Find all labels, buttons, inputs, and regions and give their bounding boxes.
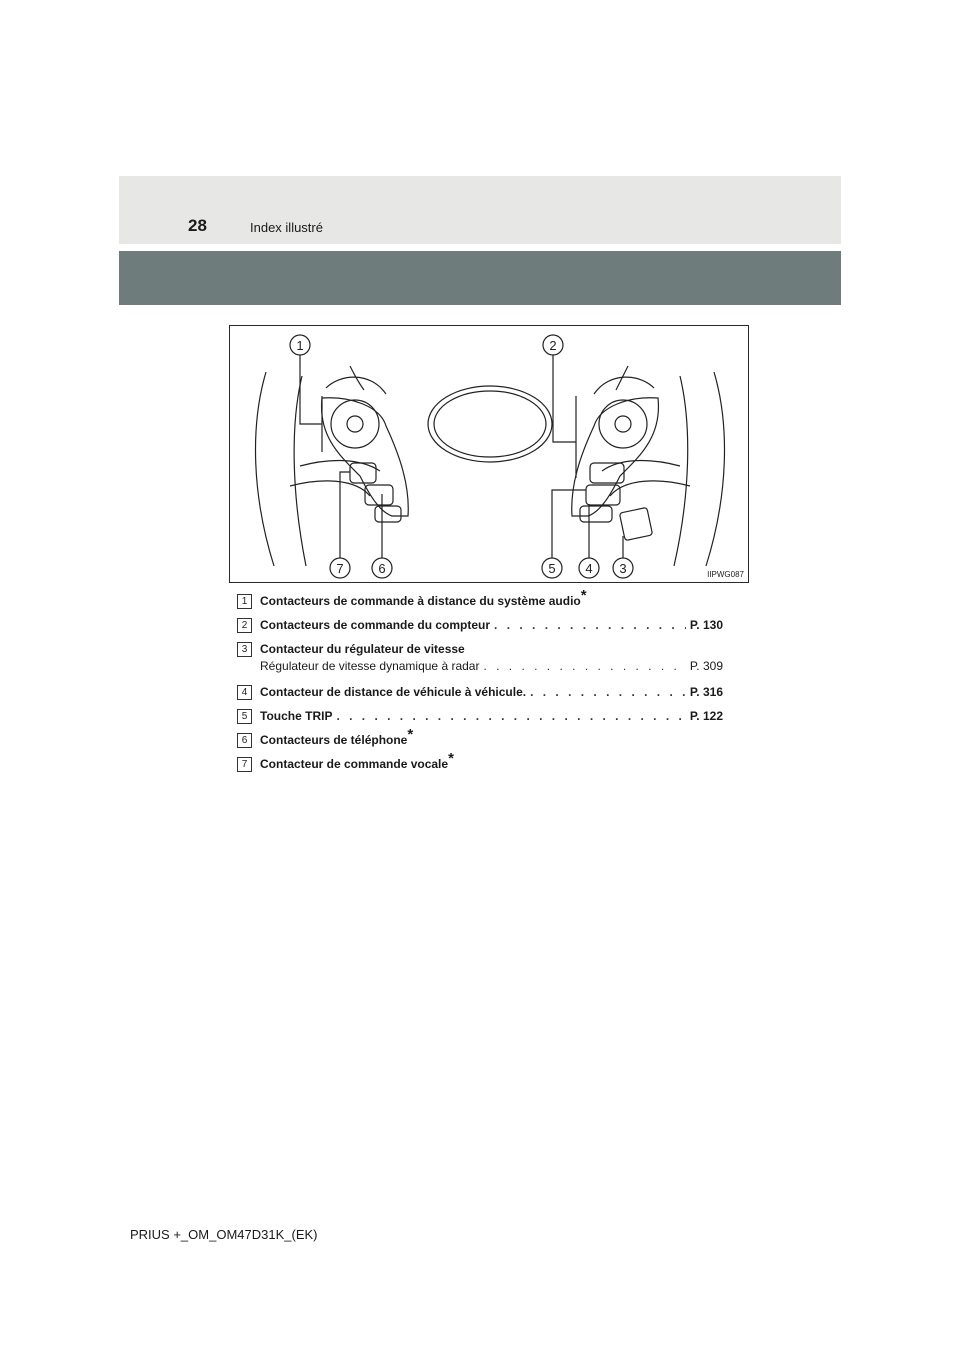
item-label: Contacteur de distance de véhicule à véhicule.: [260, 685, 527, 699]
page-number: 28: [188, 216, 207, 235]
leader-dots: [336, 709, 685, 724]
callout-6-label: 6: [378, 561, 386, 576]
meter-switch-ring: [599, 400, 647, 448]
page-reference: P. 130: [689, 618, 723, 632]
item-label: Contacteurs de commande à distance du système audio*: [260, 587, 587, 608]
callout-2-label: 2: [549, 338, 557, 353]
title-band: [119, 251, 841, 305]
item-line: [260, 726, 723, 748]
page-reference: P. 309: [689, 659, 723, 673]
item-number-badge: 4: [237, 685, 252, 700]
wheel-rim-right-outer: [706, 372, 724, 566]
hub-left-arc: [326, 377, 386, 394]
item-line: [260, 750, 723, 772]
distance-button: [580, 506, 612, 522]
hub-right-arc: [594, 377, 654, 394]
leader-5: [552, 490, 586, 558]
leader-2: [553, 354, 576, 442]
page-reference: P. 316: [689, 685, 723, 699]
callout-1-label: 1: [296, 338, 304, 353]
callout-4-label: 4: [585, 561, 593, 576]
item-line: [260, 709, 723, 724]
callout-5-label: 5: [548, 561, 556, 576]
center-emblem-inner: [434, 391, 546, 457]
callout-3-label: 3: [619, 561, 627, 576]
item-line: [260, 587, 723, 609]
section-title: Index illustré: [250, 220, 323, 235]
meter-center-button: [615, 416, 631, 432]
leader-7: [340, 472, 350, 558]
item-number-badge: 6: [237, 733, 252, 748]
wheel-rim-left-outer: [256, 372, 274, 566]
header-band: [119, 176, 841, 244]
back-button: [590, 463, 624, 483]
leader-dots: [530, 685, 686, 700]
item-label: Touche TRIP: [260, 709, 333, 723]
item-number-badge: 5: [237, 709, 252, 724]
cruise-lever: [619, 507, 652, 540]
item-number-badge: 7: [237, 757, 252, 772]
item-line: [260, 685, 723, 700]
item-line: [260, 618, 723, 633]
item-line: [260, 642, 723, 657]
item-label: Contacteur de commande vocale*: [260, 750, 454, 771]
item-sub-label: Régulateur de vitesse dynamique à radar: [260, 659, 480, 673]
center-emblem-outer: [428, 386, 552, 462]
leader-dots: [483, 659, 685, 674]
spoke-left-upper: [300, 461, 380, 471]
item-label: Contacteurs de commande du compteur: [260, 618, 491, 632]
item-label: Contacteurs de téléphone*: [260, 726, 414, 747]
item-number-badge: 2: [237, 618, 252, 633]
steering-wheel-illustration: [229, 325, 749, 583]
item-number-badge: 1: [237, 594, 252, 609]
item-sub-line: [260, 659, 723, 674]
item-number-badge: 3: [237, 642, 252, 657]
leader-1: [300, 354, 322, 424]
page-reference: P. 122: [689, 709, 723, 723]
figure-id: IIPWG087: [707, 570, 744, 579]
model-code: PRIUS +_OM_OM47D31K_(EK): [130, 1227, 318, 1242]
audio-mode-button: [347, 416, 363, 432]
item-label: Contacteur du régulateur de vitesse: [260, 642, 465, 656]
voice-button: [350, 463, 376, 483]
steering-wheel-drawing: [230, 326, 750, 584]
wheel-rim-right-inner: [674, 376, 688, 566]
trip-button: [586, 485, 620, 505]
callout-7-label: 7: [336, 561, 344, 576]
spoke-right-upper: [602, 461, 680, 471]
audio-switch-ring: [331, 400, 379, 448]
leader-dots: [494, 618, 686, 633]
